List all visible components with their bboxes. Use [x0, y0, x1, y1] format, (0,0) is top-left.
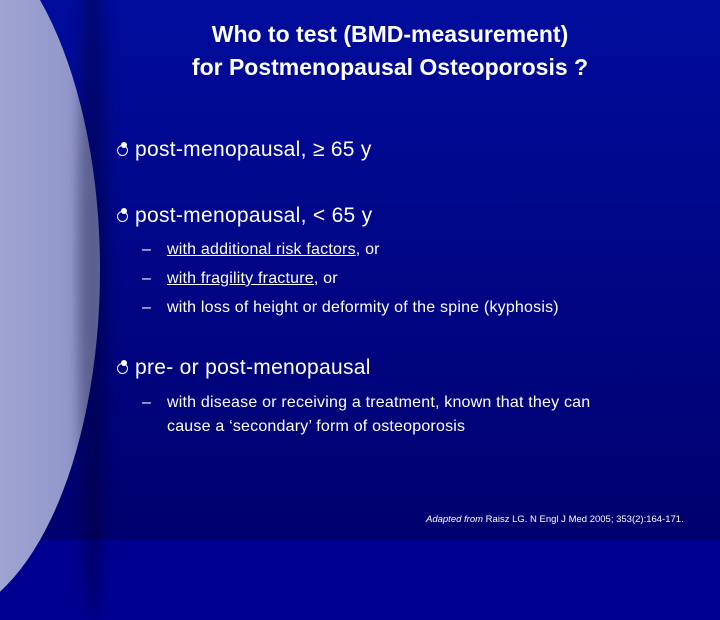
dash-marker: –: [142, 241, 152, 258]
bullet-text: post-menopausal, ≥ 65 y: [135, 138, 372, 161]
underlined-text: with fragility fracture: [167, 270, 314, 287]
bullet-pre-or-postmenopausal: [115, 356, 371, 380]
dash-marker: –: [142, 299, 152, 316]
bullet-text: pre- or post-menopausal: [135, 356, 371, 379]
title-line-1: Who to test (BMD-measurement): [211, 21, 569, 47]
citation-reference: Raisz LG. N Engl J Med 2005; 353(2):164-171.: [483, 514, 684, 525]
subitem-height-loss: [142, 298, 707, 318]
bullet-postmenopausal-under-65: [115, 204, 372, 228]
subitem-text-line-2: cause a ‘secondary’ form of osteoporosis: [167, 418, 466, 435]
dash-marker: –: [142, 394, 152, 411]
citation-prefix: Adapted from: [426, 514, 484, 525]
underlined-text: with additional risk factors: [167, 241, 356, 258]
bullet-postmenopausal-65-plus: [115, 138, 372, 162]
bullet-text: post-menopausal, < 65 y: [135, 204, 373, 227]
subitem-fragility-fracture: [142, 269, 707, 289]
slide-title: [150, 18, 630, 84]
citation: [426, 514, 684, 525]
subitem-secondary-osteoporosis: [142, 391, 707, 439]
dash-marker: –: [142, 270, 152, 287]
subitem-suffix: , or: [355, 241, 380, 258]
bullet-icon: [115, 360, 131, 376]
subitem-suffix: , or: [313, 270, 338, 287]
subitem-text: with loss of height or deformity of the spine (kyphosis): [167, 299, 559, 316]
subitem-text-line-1: with disease or receiving a treatment, known that they can: [167, 394, 591, 411]
title-line-2: for Postmenopausal Osteoporosis ?: [191, 54, 589, 80]
bullet-icon: [115, 142, 131, 158]
subitem-risk-factors: [142, 240, 707, 260]
bullet-icon: [115, 208, 131, 224]
